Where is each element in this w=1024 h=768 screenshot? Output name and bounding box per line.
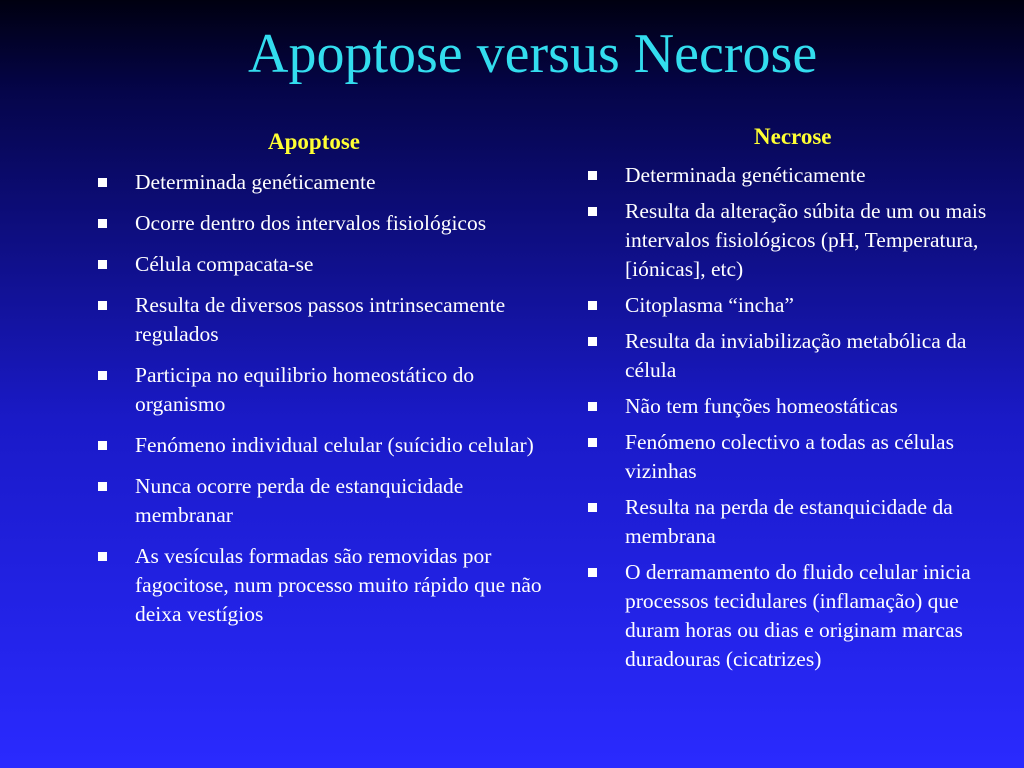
square-bullet-icon bbox=[98, 301, 107, 310]
list-item-text: Célula compacata-se bbox=[135, 252, 314, 276]
square-bullet-icon bbox=[98, 260, 107, 269]
square-bullet-icon bbox=[588, 503, 597, 512]
list-item-text: Fenómeno colectivo a todas as células vizinhas bbox=[625, 430, 954, 483]
square-bullet-icon bbox=[588, 337, 597, 346]
list-item-text: Resulta de diversos passos intrinsecamente regulados bbox=[135, 293, 506, 346]
list-item-text: Participa no equilibrio homeostático do organismo bbox=[135, 363, 475, 416]
list-item-text: Resulta da inviabilização metabólica da célula bbox=[625, 329, 967, 382]
list-item bbox=[98, 209, 558, 238]
square-bullet-icon bbox=[98, 219, 107, 228]
list-item bbox=[98, 431, 558, 460]
square-bullet-icon bbox=[588, 207, 597, 216]
list-item bbox=[98, 472, 558, 530]
apoptose-heading: Apoptose bbox=[268, 129, 361, 154]
list-item bbox=[98, 291, 558, 349]
necrose-list bbox=[588, 161, 1018, 681]
list-item bbox=[588, 161, 1018, 190]
list-item-text: Determinada genéticamente bbox=[625, 163, 866, 187]
list-item-text: O derramamento do fluido celular inicia processos tecidulares (inflamação) que duram horas ou dias e originam marcas duradouras (cicatrizes) bbox=[625, 560, 971, 671]
list-item bbox=[98, 250, 558, 279]
list-item bbox=[98, 361, 558, 419]
square-bullet-icon bbox=[98, 371, 107, 380]
slide-title: Apoptose versus Necrose bbox=[248, 23, 818, 85]
square-bullet-icon bbox=[588, 438, 597, 447]
list-item bbox=[588, 291, 1018, 320]
square-bullet-icon bbox=[98, 178, 107, 187]
list-item bbox=[98, 542, 558, 629]
list-item bbox=[98, 168, 558, 197]
list-item bbox=[588, 327, 1018, 385]
list-item bbox=[588, 197, 1018, 284]
square-bullet-icon bbox=[588, 568, 597, 577]
list-item-text: Resulta na perda de estanquicidade da membrana bbox=[625, 495, 953, 548]
list-item bbox=[588, 392, 1018, 421]
list-item-text: Nunca ocorre perda de estanquicidade membranar bbox=[135, 474, 464, 527]
list-item-text: Resulta da alteração súbita de um ou mais intervalos fisiológicos (pH, Temperatura, [iónicas], etc) bbox=[625, 199, 987, 281]
list-item-text: Fenómeno individual celular (suícidio celular) bbox=[135, 433, 534, 457]
list-item-text: Citoplasma “incha” bbox=[625, 293, 794, 317]
list-item-text: Não tem funções homeostáticas bbox=[625, 394, 898, 418]
list-item bbox=[588, 558, 1018, 674]
list-item bbox=[588, 493, 1018, 551]
apoptose-list bbox=[98, 168, 558, 641]
list-item-text: As vesículas formadas são removidas por fagocitose, num processo muito rápido que não deixa vestígios bbox=[135, 544, 542, 626]
square-bullet-icon bbox=[588, 171, 597, 180]
list-item bbox=[588, 428, 1018, 486]
necrose-heading: Necrose bbox=[754, 124, 832, 149]
square-bullet-icon bbox=[588, 402, 597, 411]
square-bullet-icon bbox=[98, 441, 107, 450]
square-bullet-icon bbox=[98, 482, 107, 491]
square-bullet-icon bbox=[588, 301, 597, 310]
list-item-text: Determinada genéticamente bbox=[135, 170, 376, 194]
square-bullet-icon bbox=[98, 552, 107, 561]
list-item-text: Ocorre dentro dos intervalos fisiológicos bbox=[135, 211, 487, 235]
